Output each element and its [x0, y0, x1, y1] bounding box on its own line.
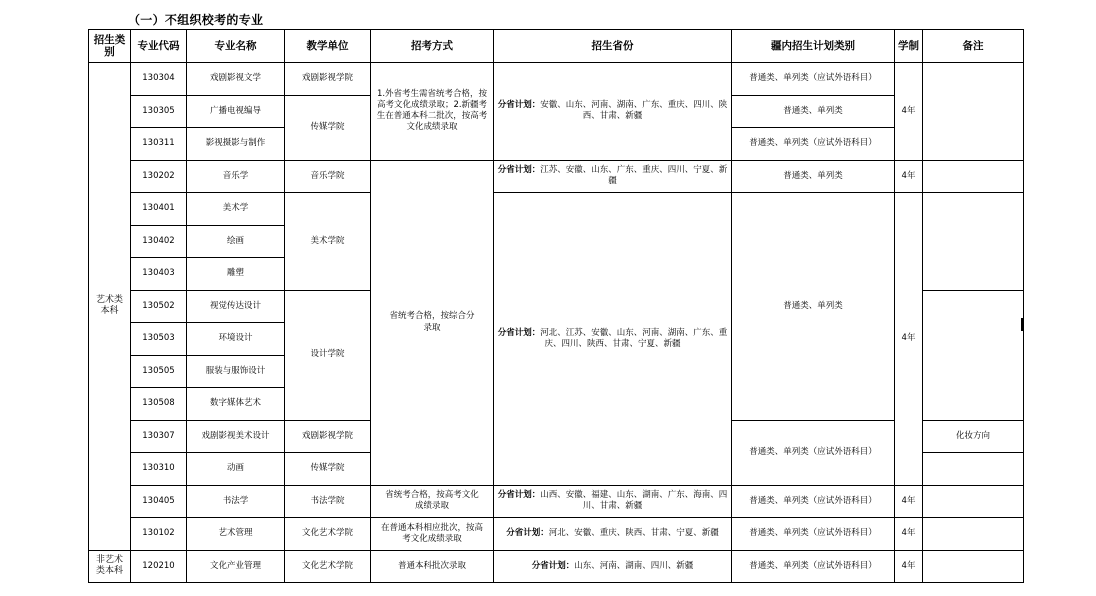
code-cell: 130405 — [131, 485, 187, 518]
remark-empty — [923, 453, 1024, 486]
province-plan-label: 分省计划： — [497, 100, 541, 111]
remark-empty — [923, 63, 1024, 161]
unit-cell: 传媒学院 — [285, 453, 371, 486]
unit-media: 传媒学院 — [285, 95, 371, 160]
province-plan-label: 分省计划： — [497, 327, 541, 338]
code-cell: 130502 — [131, 290, 187, 323]
province-list: 河北、江苏、安徽、山东、河南、湖南、广东、重庆、四川、陕西、甘肃、宁夏、新疆 — [540, 327, 728, 349]
code-cell: 130402 — [131, 225, 187, 258]
code-cell: 130401 — [131, 193, 187, 226]
remark-empty — [923, 518, 1024, 551]
plan-type-cell: 普通类、单列类（应试外语科目） — [732, 550, 895, 583]
remark-empty — [923, 193, 1024, 291]
header-code: 专业代码 — [131, 30, 187, 63]
major-cell: 音乐学 — [187, 160, 285, 193]
code-cell: 130305 — [131, 95, 187, 128]
remark-empty — [923, 160, 1024, 193]
province-plan-label: 分省计划： — [531, 560, 575, 571]
text-cursor — [1021, 318, 1023, 331]
major-cell: 绘画 — [187, 225, 285, 258]
plan-type-cell: 普通类、单列类（应试外语科目） — [732, 485, 895, 518]
code-cell: 120210 — [131, 550, 187, 583]
province-list: 山西、安徽、福建、山东、湖南、广东、海南、四川、甘肃、新疆 — [540, 490, 728, 512]
table-row — [89, 63, 1024, 96]
major-cell: 书法学 — [187, 485, 285, 518]
major-cell: 环境设计 — [187, 323, 285, 356]
table-row — [89, 160, 1024, 193]
remark-empty — [923, 550, 1024, 583]
province-list: 安徽、山东、河南、湖南、广东、重庆、四川、陕西、甘肃、新疆 — [540, 100, 728, 122]
section-title: （一）不组织校考的专业 — [128, 13, 264, 27]
header-duration: 学制 — [895, 30, 923, 63]
plan-type-group2: 普通类、单列类 — [732, 193, 895, 421]
table-row — [89, 485, 1024, 518]
category-nonart: 非艺术类本科 — [89, 550, 131, 583]
table-row — [89, 518, 1024, 551]
major-cell: 戏剧影视文学 — [187, 63, 285, 96]
header-provinces: 招生省份 — [494, 30, 732, 63]
plan-type-cell: 普通类、单列类 — [732, 160, 895, 193]
header-remark: 备注 — [923, 30, 1024, 63]
province-list: 山东、河南、湖南、四川、新疆 — [574, 560, 694, 571]
duration-group1: 4年 — [895, 63, 923, 161]
province-list: 江苏、安徽、山东、广东、重庆、四川、宁夏、新疆 — [540, 165, 728, 187]
plan-type-cell: 普通类、单列类（应试外语科目） — [732, 63, 895, 96]
code-cell: 130202 — [131, 160, 187, 193]
province-plan-label: 分省计划： — [497, 165, 541, 176]
remark-empty — [923, 485, 1024, 518]
plan-type-cell: 普通类、单列类 — [732, 95, 895, 128]
method-cell: 在普通本科相应批次，按高考文化成绩录取 — [371, 518, 494, 551]
major-cell: 影视摄影与制作 — [187, 128, 285, 161]
plan-type-cell: 普通类、单列类（应试外语科目） — [732, 518, 895, 551]
province-group2 — [494, 193, 732, 486]
major-cell: 数字媒体艺术 — [187, 388, 285, 421]
method-group1: 1.外省考生需省统考合格，按高考文化成绩录取；2.新疆考生在普通本科二批次，按高考文化成绩录取 — [371, 63, 494, 161]
unit-cell: 音乐学院 — [285, 160, 371, 193]
duration-cell: 4年 — [895, 518, 923, 551]
plan-type-group3: 普通类、单列类（应试外语科目） — [732, 420, 895, 485]
province-plan-label: 分省计划： — [497, 490, 541, 501]
code-cell: 130307 — [131, 420, 187, 453]
major-cell: 广播电视编导 — [187, 95, 285, 128]
unit-fine-arts: 美术学院 — [285, 193, 371, 291]
major-cell: 服装与服饰设计 — [187, 355, 285, 388]
category-art: 艺术类本科 — [89, 63, 131, 551]
province-list: 河北、安徽、重庆、陕西、甘肃、宁夏、新疆 — [548, 528, 719, 539]
province-group1 — [494, 63, 732, 161]
header-plan-type: 疆内招生计划类别 — [732, 30, 895, 63]
code-cell: 130508 — [131, 388, 187, 421]
header-row — [89, 30, 1024, 63]
admission-table — [88, 29, 1024, 583]
method-group2: 省统考合格，按综合分录取 — [371, 160, 494, 485]
major-cell: 艺术管理 — [187, 518, 285, 551]
province-cell — [494, 550, 732, 583]
plan-type-cell: 普通类、单列类（应试外语科目） — [732, 128, 895, 161]
code-cell: 130311 — [131, 128, 187, 161]
code-cell: 130503 — [131, 323, 187, 356]
unit-cell: 文化艺术学院 — [285, 518, 371, 551]
unit-cell: 书法学院 — [285, 485, 371, 518]
province-cell — [494, 518, 732, 551]
duration-group2: 4年 — [895, 193, 923, 486]
method-cell: 普通本科批次录取 — [371, 550, 494, 583]
unit-design: 设计学院 — [285, 290, 371, 420]
code-cell: 130505 — [131, 355, 187, 388]
header-major: 专业名称 — [187, 30, 285, 63]
major-cell: 文化产业管理 — [187, 550, 285, 583]
unit-cell: 戏剧影视学院 — [285, 63, 371, 96]
method-cell: 省统考合格，按高考文化成绩录取 — [371, 485, 494, 518]
remark-cell: 化妆方向 — [923, 420, 1024, 453]
code-cell: 130403 — [131, 258, 187, 291]
duration-cell: 4年 — [895, 485, 923, 518]
table-row — [89, 550, 1024, 583]
code-cell: 130102 — [131, 518, 187, 551]
unit-cell: 文化艺术学院 — [285, 550, 371, 583]
header-category: 招生类别 — [89, 30, 131, 63]
header-unit: 教学单位 — [285, 30, 371, 63]
major-cell: 美术学 — [187, 193, 285, 226]
province-cell — [494, 485, 732, 518]
major-cell: 戏剧影视美术设计 — [187, 420, 285, 453]
table-row — [89, 193, 1024, 226]
major-cell: 雕塑 — [187, 258, 285, 291]
duration-cell: 4年 — [895, 550, 923, 583]
major-cell: 视觉传达设计 — [187, 290, 285, 323]
province-music — [494, 160, 732, 193]
province-plan-label: 分省计划： — [506, 528, 549, 539]
unit-cell: 戏剧影视学院 — [285, 420, 371, 453]
code-cell: 130310 — [131, 453, 187, 486]
duration-cell: 4年 — [895, 160, 923, 193]
major-cell: 动画 — [187, 453, 285, 486]
code-cell: 130304 — [131, 63, 187, 96]
remark-empty — [923, 290, 1024, 420]
header-method: 招考方式 — [371, 30, 494, 63]
